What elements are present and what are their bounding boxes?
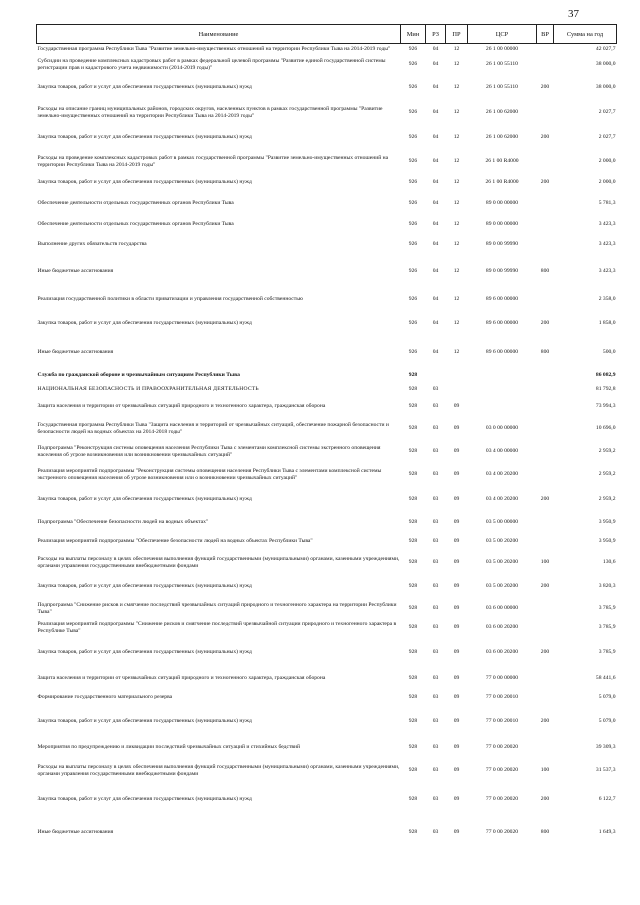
row-annual-sum: 31 537,3 — [595, 767, 616, 774]
row-subsection-code: 09 — [453, 605, 460, 612]
row-annual-sum: 10 696,0 — [595, 425, 616, 432]
row-section-code — [426, 369, 446, 383]
row-section-code: 04 — [432, 200, 439, 207]
row-name-cell: Подпрограмма "Реконструкция системы оповещения населения Республики Тыва с элементами комплексной системы экстренного оповещения населения об угрозе возникновения или возникновении чрезвычайных ситуаций" — [37, 444, 381, 458]
row-name-cell: Защита населения и территории от чрезвычайных ситуаций природного и техногенного характера, гражданская оборона — [37, 675, 326, 682]
table-row — [37, 599, 617, 619]
row-annual-sum: 39 309,3 — [595, 744, 616, 751]
row-expense-type-code — [537, 737, 554, 759]
row-target-article-code: 03 6 00 20200 — [485, 624, 519, 631]
row-section-code: 03 — [432, 675, 439, 682]
table-row — [37, 707, 617, 737]
row-target-article-code: 26 1 00 62000 — [485, 109, 519, 116]
table-row — [37, 619, 617, 637]
row-section-code: 04 — [432, 296, 439, 303]
row-expense-type-code — [537, 513, 554, 533]
table-row — [37, 513, 617, 533]
row-section-code: 03 — [432, 694, 439, 701]
row-target-article-code: 89 0 00 99990 — [485, 268, 519, 275]
row-name-cell: Закупка товаров, работ и услуг для обеспечения государственных (муниципальных) нужд — [37, 320, 252, 327]
row-target-article-code: 77 0 00 20010 — [485, 718, 519, 725]
row-expense-type-code — [537, 215, 554, 235]
row-expense-type-code — [537, 193, 554, 215]
row-ministry-code: 928 — [408, 386, 418, 393]
row-subsection-code: 09 — [453, 425, 460, 432]
column-header-rz: РЗ — [426, 25, 446, 44]
row-annual-sum: 58 441,6 — [595, 675, 616, 682]
row-subsection-code: 09 — [453, 796, 460, 803]
row-section-code: 03 — [432, 403, 439, 410]
row-target-article-code: 77 0 00 00000 — [485, 675, 519, 682]
row-target-article-code — [468, 397, 537, 417]
row-target-article-code: 26 1 00 R4000 — [485, 179, 519, 186]
row-target-article-code: 26 1 00 62000 — [485, 134, 519, 141]
row-name-cell: Расходы на выплаты персоналу в целях обеспечения выполнения функций государственными (муниципальными) органами, казенными учреждениями, органами управления государственными внебюджетными фондами — [37, 555, 400, 569]
table-row — [37, 173, 617, 193]
row-expense-type-code: 200 — [540, 179, 550, 186]
row-ministry-code: 928 — [408, 471, 418, 478]
row-ministry-code: 926 — [408, 241, 418, 248]
table-row — [37, 669, 617, 689]
table-row — [37, 44, 617, 55]
row-ministry-code: 926 — [408, 158, 418, 165]
row-ministry-code: 926 — [408, 349, 418, 356]
row-expense-type-code — [537, 289, 554, 311]
row-section-code: 04 — [432, 241, 439, 248]
row-subsection-code: 12 — [453, 134, 460, 141]
row-expense-type-code — [537, 619, 554, 637]
row-name-cell: Служба по гражданской обороне и чрезвычайным ситуациям Республики Тыва — [37, 372, 240, 379]
row-subsection-code: 09 — [453, 767, 460, 774]
row-section-code: 04 — [432, 221, 439, 228]
row-section-code: 04 — [432, 109, 439, 116]
table-row — [37, 235, 617, 255]
row-name-cell: Реализация мероприятий подпрограммы "Обеспечение безопасности людей на водных объектах Республики Тыва" — [37, 538, 313, 545]
row-ministry-code: 928 — [408, 829, 418, 836]
row-annual-sum: 3 785,9 — [598, 605, 616, 612]
table-row — [37, 441, 617, 463]
row-subsection-code: 12 — [453, 179, 460, 186]
row-annual-sum: 6 122,7 — [598, 796, 616, 803]
row-target-article-code: 89 6 00 00000 — [485, 296, 519, 303]
table-row — [37, 417, 617, 441]
row-name-cell: Подпрограмма "Обеспечение безопасности людей на водных объектах" — [37, 519, 209, 526]
row-annual-sum: 3 950,9 — [598, 538, 616, 545]
table-row — [37, 551, 617, 575]
row-expense-type-code — [537, 369, 554, 383]
row-target-article-code: 89 0 00 00000 — [485, 200, 519, 207]
row-target-article-code: 77 0 00 20020 — [485, 767, 519, 774]
row-target-article-code: 03 5 00 20200 — [485, 583, 519, 590]
table-row — [37, 487, 617, 513]
row-expense-type-code — [537, 669, 554, 689]
row-section-code: 03 — [432, 796, 439, 803]
row-ministry-code: 926 — [408, 320, 418, 327]
row-name-cell: Реализация мероприятий подпрограммы "Реконструкция системы оповещения населения Республики Тыва с элементами комплексной системы экстренного оповещения населения об угрозе возникновения или о возникновении чрезвычайных ситуаций" — [37, 467, 382, 481]
row-subsection-code: 09 — [453, 538, 460, 545]
row-name-cell: Подпрограмма "Снижение рисков и смягчение последствий чрезвычайных ситуаций природного и техногенного характера на территории Республики Тыва" — [37, 601, 397, 615]
row-ministry-code: 926 — [408, 45, 418, 52]
row-section-code: 03 — [432, 496, 439, 503]
row-annual-sum: 2 000,0 — [598, 158, 616, 165]
row-subsection-code: 09 — [453, 675, 460, 682]
row-annual-sum: 1 858,0 — [598, 320, 616, 327]
row-annual-sum: 1 649,3 — [598, 829, 616, 836]
row-name-cell: Закупка товаров, работ и услуг для обеспечения государственных (муниципальных) нужд — [37, 134, 252, 141]
table-row — [37, 255, 617, 289]
row-section-code: 04 — [432, 158, 439, 165]
row-ministry-code: 928 — [408, 744, 418, 751]
row-subsection-code: 09 — [453, 694, 460, 701]
row-target-article-code: 77 0 00 20020 — [485, 744, 519, 751]
row-ministry-code: 926 — [408, 61, 418, 68]
column-header-sum: Сумма на год — [554, 25, 617, 44]
row-subsection-code: 09 — [453, 829, 460, 836]
row-expense-type-code: 200 — [540, 84, 550, 91]
row-ministry-code: 928 — [408, 425, 418, 432]
row-expense-type-code: 200 — [540, 496, 550, 503]
row-subsection-code: 09 — [453, 583, 460, 590]
row-expense-type-code: 100 — [540, 559, 550, 566]
row-ministry-code: 928 — [408, 796, 418, 803]
row-subsection-code: 12 — [453, 241, 460, 248]
row-annual-sum: 3 423,3 — [598, 268, 616, 275]
page-number: 37 — [568, 8, 579, 20]
table-row — [37, 689, 617, 707]
row-annual-sum: 38 000,0 — [595, 61, 616, 68]
row-target-article-code: 03 4 00 00000 — [485, 448, 519, 455]
row-name-cell: Иные бюджетные ассигнования — [37, 829, 114, 836]
row-target-article-code: 89 6 00 00000 — [485, 349, 519, 356]
row-expense-type-code: 200 — [540, 320, 550, 327]
row-section-code: 04 — [432, 45, 439, 52]
row-subsection-code: 09 — [453, 448, 460, 455]
row-annual-sum: 5 781,3 — [598, 200, 616, 207]
row-annual-sum: 2 959,2 — [598, 471, 616, 478]
table-row — [37, 397, 617, 417]
row-annual-sum: 2 959,2 — [598, 496, 616, 503]
row-section-code: 04 — [432, 61, 439, 68]
row-section-code: 03 — [432, 471, 439, 478]
row-ministry-code: 928 — [408, 718, 418, 725]
row-section-code: 04 — [432, 134, 439, 141]
row-ministry-code: 928 — [408, 583, 418, 590]
table-row — [37, 337, 617, 369]
row-annual-sum: 3 950,9 — [598, 519, 616, 526]
row-expense-type-code: 800 — [540, 349, 550, 356]
row-expense-type-code — [537, 689, 554, 707]
row-name-cell: Закупка товаров, работ и услуг для обеспечения государственных (муниципальных) нужд — [37, 796, 252, 803]
row-ministry-code: 928 — [408, 694, 418, 701]
row-ministry-code: 926 — [408, 109, 418, 116]
row-subsection-code: 09 — [453, 496, 460, 503]
row-name-cell: Реализация мероприятий подпрограммы "Снижение рисков и смягчение последствий чрезвычайной ситуации природного и техногенного характера в Республике Тыва" — [37, 620, 397, 634]
row-ministry-code: 926 — [408, 296, 418, 303]
table-row — [37, 289, 617, 311]
row-target-article-code — [468, 383, 537, 397]
row-expense-type-code: 200 — [540, 649, 550, 656]
column-header-min: Мин — [401, 25, 426, 44]
row-name-cell: Государственная программа Республики Тыва "Защита населения и территорий от чрезвычайных ситуаций, обеспечение пожарной безопасности и безопасности людей на водных объектах на 2014-2018 годы" — [37, 421, 389, 435]
row-name-cell: Реализация государственной политики в области приватизации и управления государственной собственностью — [37, 296, 303, 303]
row-target-article-code: 77 0 00 20010 — [485, 694, 519, 701]
row-section-code: 03 — [432, 425, 439, 432]
row-ministry-code: 926 — [408, 134, 418, 141]
table-row — [37, 193, 617, 215]
row-target-article-code: 89 0 00 99990 — [485, 241, 519, 248]
row-name-cell: Закупка товаров, работ и услуг для обеспечения государственных (муниципальных) нужд — [37, 718, 252, 725]
row-section-code: 03 — [432, 624, 439, 631]
row-ministry-code: 928 — [408, 496, 418, 503]
row-annual-sum: 2 027,7 — [598, 134, 616, 141]
row-name-cell: Обеспечение деятельности отдельных государственных органов Республики Тыва — [37, 200, 234, 207]
column-header-name: Наименование — [37, 25, 401, 44]
row-ministry-code: 928 — [408, 403, 418, 410]
row-target-article-code: 26 1 00 55110 — [486, 84, 518, 91]
row-section-code: 03 — [432, 744, 439, 751]
row-expense-type-code — [537, 151, 554, 173]
row-annual-sum: 42 027,7 — [595, 45, 616, 52]
row-expense-type-code: 200 — [540, 796, 550, 803]
row-ministry-code: 928 — [408, 538, 418, 545]
row-section-code: 03 — [432, 767, 439, 774]
row-ministry-code: 926 — [408, 84, 418, 91]
row-annual-sum: 2 959,2 — [598, 448, 616, 455]
row-annual-sum: 130,6 — [602, 559, 616, 566]
table-row — [37, 125, 617, 151]
row-expense-type-code: 800 — [540, 829, 550, 836]
table-row — [37, 783, 617, 817]
table-header — [37, 25, 617, 44]
row-ministry-code: 928 — [408, 675, 418, 682]
row-subsection-code: 12 — [453, 221, 460, 228]
row-target-article-code: 89 0 00 00000 — [485, 221, 519, 228]
row-subsection-code — [446, 369, 468, 383]
row-subsection-code: 12 — [453, 158, 460, 165]
row-target-article-code: 03 5 00 00000 — [485, 519, 519, 526]
row-target-article-code: 03 4 00 20200 — [485, 471, 519, 478]
row-target-article-code: 77 0 00 20020 — [485, 829, 519, 836]
row-ministry-code: 928 — [408, 448, 418, 455]
row-expense-type-code — [537, 44, 554, 55]
budget-table — [36, 24, 617, 849]
row-target-article-code: 03 6 00 20200 — [485, 649, 519, 656]
column-header-pr: ПР — [446, 25, 468, 44]
row-subsection-code: 12 — [453, 84, 460, 91]
row-subsection-code: 09 — [453, 559, 460, 566]
row-name-cell: Мероприятия по предупреждению и ликвидации последствий чрезвычайных ситуаций и стихийных бедствий — [37, 744, 301, 751]
row-annual-sum: 2 000,0 — [598, 179, 616, 186]
row-target-article-code: 03 6 00 00000 — [485, 605, 519, 612]
row-subsection-code — [446, 383, 468, 397]
row-annual-sum: 3 785,9 — [598, 649, 616, 656]
table-row — [37, 311, 617, 337]
row-expense-type-code — [537, 55, 554, 75]
row-expense-type-code — [537, 383, 554, 397]
row-expense-type-code: 100 — [540, 767, 550, 774]
row-section-code: 03 — [432, 448, 439, 455]
row-name-cell: Иные бюджетные ассигнования — [37, 268, 114, 275]
row-name-cell: Расходы на описание границ муниципальных районов, городских округов, населенных пунктов в рамках государственной программы "Развитие земельно-имущественных отношений на территории Республики Тыва на 2014-2019 годы" — [37, 105, 383, 119]
table-row — [37, 737, 617, 759]
row-section-code: 03 — [432, 559, 439, 566]
column-header-vr: ВР — [537, 25, 554, 44]
row-ministry-code: 928 — [408, 372, 418, 379]
row-ministry-code: 928 — [408, 519, 418, 526]
row-annual-sum: 500,0 — [602, 349, 616, 356]
table-row — [37, 101, 617, 125]
row-subsection-code: 09 — [453, 649, 460, 656]
row-name-cell: Государственная программа Республики Тыва "Развитие земельно-имущественных отношений на территории Республики Тыва на 2014-2019 годы" — [37, 45, 391, 52]
row-name-cell: Закупка товаров, работ и услуг для обеспечения государственных (муниципальных) нужд — [37, 583, 252, 590]
row-expense-type-code — [537, 599, 554, 619]
row-annual-sum: 3 785,9 — [598, 624, 616, 631]
table-row — [37, 151, 617, 173]
row-subsection-code: 12 — [453, 109, 460, 116]
row-ministry-code: 928 — [408, 624, 418, 631]
table-body — [37, 44, 617, 849]
row-section-code: 04 — [432, 268, 439, 275]
row-target-article-code: 89 6 00 00000 — [485, 320, 519, 327]
row-ministry-code: 926 — [408, 200, 418, 207]
row-section-code: 03 — [432, 649, 439, 656]
row-section-code: 04 — [432, 84, 439, 91]
row-name-cell: Обеспечение деятельности отдельных государственных органов Республики Тыва — [37, 221, 234, 228]
row-subsection-code: 12 — [453, 296, 460, 303]
row-annual-sum: 3 423,3 — [598, 241, 616, 248]
row-ministry-code: 926 — [408, 221, 418, 228]
row-expense-type-code — [537, 417, 554, 441]
row-name-cell: Субсидии на проведение комплексных кадастровых работ в рамках федеральной целевой программы "Развитие единой государственной системы регистрации прав и кадастрового учета недвижимости (2014-2019 годы)" — [37, 57, 386, 71]
row-name-cell: Расходы на проведение комплексных кадастровых работ в рамках государственной программы "Развитие земельно-имущественных отношений на территории Республики Тыва на 2014-2019 годы" — [37, 154, 389, 168]
table-row — [37, 55, 617, 75]
row-section-code: 03 — [432, 829, 439, 836]
row-annual-sum: 5 079,0 — [598, 694, 616, 701]
row-section-code: 03 — [432, 386, 439, 393]
table-row — [37, 75, 617, 101]
row-name-cell: Выполнение других обязательств государства — [37, 241, 147, 248]
row-ministry-code: 928 — [408, 559, 418, 566]
row-name-cell: Закупка товаров, работ и услуг для обеспечения государственных (муниципальных) нужд — [37, 179, 252, 186]
row-name-cell: Иные бюджетные ассигнования — [37, 349, 114, 356]
row-name-cell: Закупка товаров, работ и услуг для обеспечения государственных (муниципальных) нужд — [37, 84, 252, 91]
table-row — [37, 575, 617, 599]
row-annual-sum: 81 792,8 — [595, 386, 616, 393]
row-target-article-code: 03 5 00 20200 — [485, 538, 519, 545]
row-expense-type-code: 200 — [540, 718, 550, 725]
table-row — [37, 369, 617, 383]
table-row — [37, 215, 617, 235]
row-subsection-code: 12 — [453, 200, 460, 207]
row-expense-type-code: 200 — [540, 134, 550, 141]
row-subsection-code: 09 — [453, 403, 460, 410]
row-target-article-code: 03 4 00 20200 — [485, 496, 519, 503]
row-section-code: 04 — [432, 179, 439, 186]
row-target-article-code: 03 5 00 20200 — [485, 559, 519, 566]
row-name-cell: Защита населения и территории от чрезвычайных ситуаций природного и техногенного характера, гражданская оборона — [37, 403, 326, 410]
row-section-code: 03 — [432, 538, 439, 545]
row-subsection-code: 09 — [453, 519, 460, 526]
row-section-code: 03 — [432, 718, 439, 725]
row-subsection-code: 12 — [453, 320, 460, 327]
row-target-article-code: 03 0 00 00000 — [485, 425, 519, 432]
row-annual-sum: 38 000,0 — [595, 84, 616, 91]
table-row — [37, 759, 617, 783]
row-ministry-code: 928 — [408, 605, 418, 612]
table-row — [37, 533, 617, 551]
row-expense-type-code — [537, 463, 554, 487]
row-section-code: 03 — [432, 519, 439, 526]
table-row — [37, 463, 617, 487]
row-ministry-code: 928 — [408, 767, 418, 774]
row-expense-type-code: 800 — [540, 268, 550, 275]
row-ministry-code: 926 — [408, 179, 418, 186]
row-target-article-code: 26 1 00 R4000 — [485, 158, 519, 165]
row-section-code: 03 — [432, 583, 439, 590]
row-subsection-code: 12 — [453, 349, 460, 356]
row-target-article-code: 26 1 00 55110 — [486, 61, 518, 68]
row-annual-sum: 73 994,3 — [595, 403, 616, 410]
row-annual-sum: 5 079,0 — [598, 718, 616, 725]
column-header-csr: ЦСР — [468, 25, 537, 44]
row-section-code: 04 — [432, 349, 439, 356]
row-name-cell: НАЦИОНАЛЬНАЯ БЕЗОПАСНОСТЬ И ПРАВООХРАНИТЕЛЬНАЯ ДЕЯТЕЛЬНОСТЬ — [37, 386, 259, 393]
row-subsection-code: 12 — [453, 45, 460, 52]
row-section-code: 04 — [432, 320, 439, 327]
row-expense-type-code — [537, 235, 554, 255]
row-subsection-code: 12 — [453, 268, 460, 275]
table-row — [37, 637, 617, 669]
row-subsection-code: 09 — [453, 718, 460, 725]
row-subsection-code: 12 — [453, 61, 460, 68]
row-name-cell: Закупка товаров, работ и услуг для обеспечения государственных (муниципальных) нужд — [37, 649, 252, 656]
row-annual-sum: 2 358,0 — [598, 296, 616, 303]
row-name-cell: Формирование государственного материального резерва — [37, 694, 173, 701]
table-row — [37, 383, 617, 397]
row-target-article-code: 26 1 00 00000 — [485, 45, 519, 52]
header-row — [37, 25, 617, 44]
row-ministry-code: 926 — [408, 268, 418, 275]
row-expense-type-code — [537, 441, 554, 463]
row-ministry-code: 928 — [408, 649, 418, 656]
row-subsection-code: 09 — [453, 744, 460, 751]
row-annual-sum: 2 027,7 — [598, 109, 616, 116]
table-row — [37, 817, 617, 849]
row-subsection-code: 09 — [453, 471, 460, 478]
row-target-article-code — [468, 369, 537, 383]
row-expense-type-code — [537, 397, 554, 417]
row-annual-sum: 86 082,9 — [595, 372, 616, 379]
row-subsection-code: 09 — [453, 624, 460, 631]
row-expense-type-code — [537, 533, 554, 551]
row-expense-type-code: 200 — [540, 583, 550, 590]
row-name-cell: Закупка товаров, работ и услуг для обеспечения государственных (муниципальных) нужд — [37, 496, 252, 503]
row-target-article-code: 77 0 00 20020 — [485, 796, 519, 803]
row-annual-sum: 3 820,3 — [598, 583, 616, 590]
row-expense-type-code — [537, 101, 554, 125]
row-annual-sum: 3 423,3 — [598, 221, 616, 228]
row-name-cell: Расходы на выплаты персоналу в целях обеспечения выполнения функций государственными (муниципальными) органами, казенными учреждениями, органами управления государственными внебюджетными фондами — [37, 763, 400, 777]
row-section-code: 03 — [432, 605, 439, 612]
